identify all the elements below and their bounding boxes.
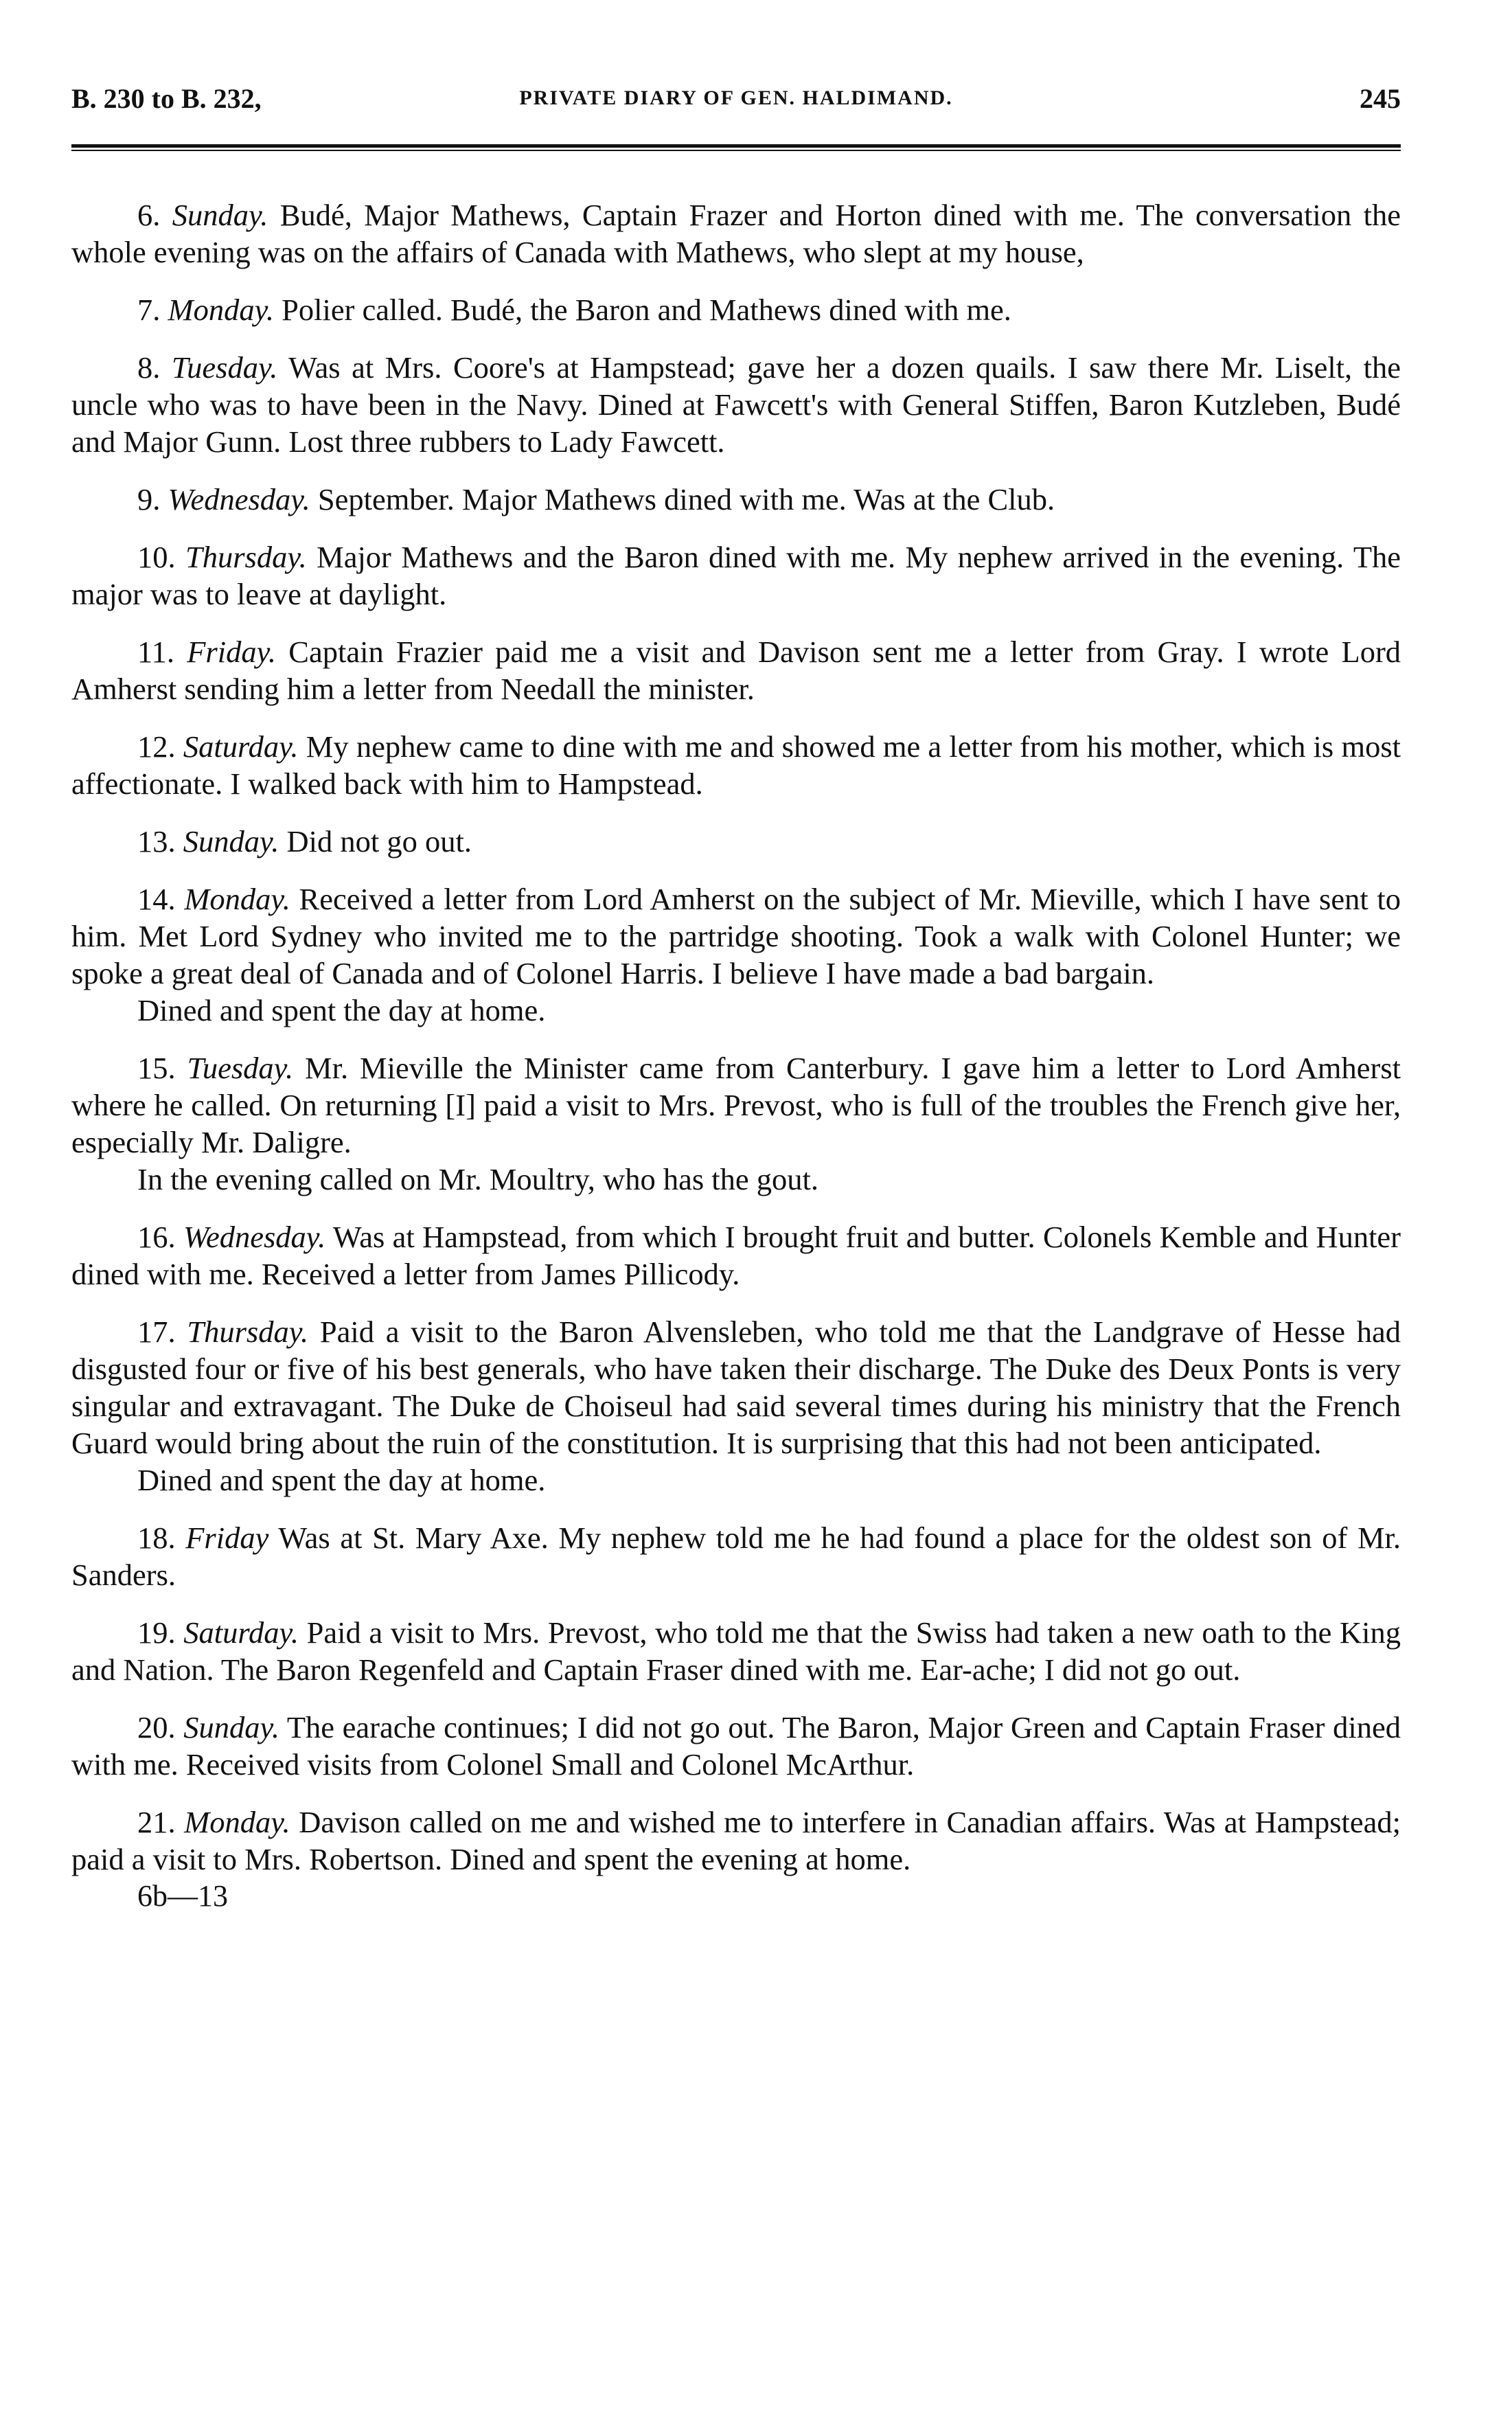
diary-entry (71, 1804, 1401, 1878)
diary-entry (71, 481, 1401, 518)
signature-mark: 6b—13 (137, 1879, 228, 1913)
entry-text: My nephew came to dine with me and showed me a letter from his mother, which is most affectionate. I walked back with him to Hampstead. (71, 729, 1401, 801)
entry-day: Tuesday. (171, 350, 278, 385)
entry-text: Budé, Major Mathews, Captain Frazer and Horton dined with me. The conversation the whole evening was on the affairs of Canada with Mathews, who slept at my house, (71, 198, 1401, 269)
entry-number: 16. (137, 1220, 176, 1254)
running-title: PRIVATE DIARY OF GEN. HALDIMAND. (519, 87, 953, 109)
diary-entry (71, 291, 1401, 328)
diary-entries (71, 196, 1401, 1878)
entry-day: Thursday. (187, 1315, 309, 1349)
header-rule (71, 144, 1401, 151)
entry-text: Major Mathews and the Baron dined with me. My nephew arrived in the evening. The major was to leave at daylight. (71, 540, 1401, 611)
entry-text: Was at Mrs. Coore's at Hampstead; gave her a dozen quails. I saw there Mr. Liselt, the uncle who was to have been in the Navy. Dined at Fawcett's with General Stiffen, Baron Kutzleben, Budé and Major Gunn. Lost three rubbers to Lady Fawcett. (71, 350, 1401, 459)
diary-page (71, 82, 1401, 1915)
diary-entry (71, 823, 1401, 860)
diary-entry (71, 1614, 1401, 1688)
diary-entry (71, 538, 1401, 613)
entry-text: Paid a visit to Mrs. Prevost, who told me that the Swiss had taken a new oath to the King and Nation. The Baron Regenfeld and Captain Fraser dined with me. Ear-ache; I did not go out. (71, 1615, 1401, 1687)
entry-day: Friday (185, 1521, 269, 1555)
diary-entry (71, 880, 1401, 1029)
entry-text: Polier called. Budé, the Baron and Mathews dined with me. (282, 293, 1011, 327)
entry-text: Mr. Mieville the Minister came from Canterbury. I gave him a letter to Lord Amherst where he called. On returning [I] paid a visit to Mrs. Prevost, who is full of the troubles the French give her, especially Mr. Daligre. (71, 1051, 1401, 1159)
entry-text: Received a letter from Lord Amherst on the subject of Mr. Mieville, which I have sent to him. Met Lord Sydney who invited me to the partridge shooting. Took a walk with Colonel Hunter; we spoke a great deal of Canada and of Colonel Harris. I believe I have made a bad bargain. (71, 882, 1401, 990)
entry-number: 17. (137, 1315, 176, 1349)
entry-day: Sunday. (183, 1710, 279, 1744)
entry-continuation: In the evening called on Mr. Moultry, who has the gout. (137, 1162, 818, 1196)
entry-number: 20. (137, 1710, 176, 1744)
diary-entry (71, 1218, 1401, 1293)
diary-entry (71, 196, 1401, 271)
diary-entry (71, 728, 1401, 802)
entry-day: Sunday. (172, 198, 268, 232)
entry-number: 15. (137, 1051, 176, 1085)
entry-number: 13. (137, 824, 176, 858)
entry-day: Monday. (168, 293, 274, 327)
entry-day: Wednesday. (168, 482, 310, 516)
page-number: 245 (1360, 83, 1401, 114)
entry-number: 19. (137, 1615, 176, 1650)
entry-day: Monday. (184, 1805, 290, 1839)
entry-number: 11. (137, 635, 174, 669)
entry-text: Was at Hampstead, from which I brought fruit and butter. Colonels Kemble and Hunter dined with me. Received a letter from James Pillicody. (71, 1220, 1401, 1291)
entry-text: Davison called on me and wished me to interfere in Canadian affairs. Was at Hampstead; paid a visit to Mrs. Robertson. Dined and spent the evening at home. (71, 1805, 1401, 1876)
entry-number: 18. (137, 1521, 176, 1555)
diary-entry (71, 1519, 1401, 1593)
entry-number: 10. (137, 540, 176, 574)
entry-number: 6. (137, 198, 161, 232)
entry-number: 12. (137, 729, 176, 764)
entry-number: 14. (137, 882, 176, 916)
entry-text: Paid a visit to the Baron Alvensleben, who told me that the Landgrave of Hesse had disgusted four or five of his best generals, who have taken their discharge. The Duke des Deux Ponts is very singular and extravagant. The Duke de Choiseul had said several times during his ministry that the French Guard would bring about the ruin of the constitution. It is surprising that this had not been anticipated. (71, 1315, 1401, 1460)
diary-entry (71, 349, 1401, 460)
entry-day: Saturday. (183, 1615, 299, 1650)
entry-number: 8. (137, 350, 161, 385)
entry-day: Saturday. (183, 729, 299, 764)
entry-continuation: Dined and spent the day at home. (137, 993, 546, 1027)
diary-entry (71, 633, 1401, 707)
entry-day: Thursday. (185, 540, 307, 574)
entry-day: Friday. (187, 635, 277, 669)
entry-number: 9. (137, 482, 161, 516)
entry-day: Tuesday. (187, 1051, 294, 1085)
entry-day: Monday. (184, 882, 290, 916)
entry-day: Wednesday. (183, 1220, 326, 1254)
entry-text: Did not go out. (286, 824, 472, 858)
diary-entry (71, 1049, 1401, 1198)
diary-entry (71, 1709, 1401, 1783)
entry-text: Was at St. Mary Axe. My nephew told me he had found a place for the oldest son of Mr. Sanders. (71, 1521, 1401, 1592)
volume-reference: B. 230 to B. 232, (71, 83, 262, 114)
entry-continuation: Dined and spent the day at home. (137, 1463, 546, 1497)
diary-entry (71, 1313, 1401, 1499)
entry-text: The earache continues; I did not go out. The Baron, Major Green and Captain Fraser dined with me. Received visits from Colonel Small and Colonel McArthur. (71, 1710, 1401, 1782)
running-head (71, 82, 1401, 126)
entry-day: Sunday. (183, 824, 279, 858)
entry-number: 21. (137, 1805, 176, 1839)
entry-text: September. Major Mathews dined with me. Was at the Club. (317, 482, 1055, 516)
entry-number: 7. (137, 293, 161, 327)
entry-text: Captain Frazier paid me a visit and Davison sent me a letter from Gray. I wrote Lord Amherst sending him a letter from Needall the minister. (71, 635, 1401, 706)
